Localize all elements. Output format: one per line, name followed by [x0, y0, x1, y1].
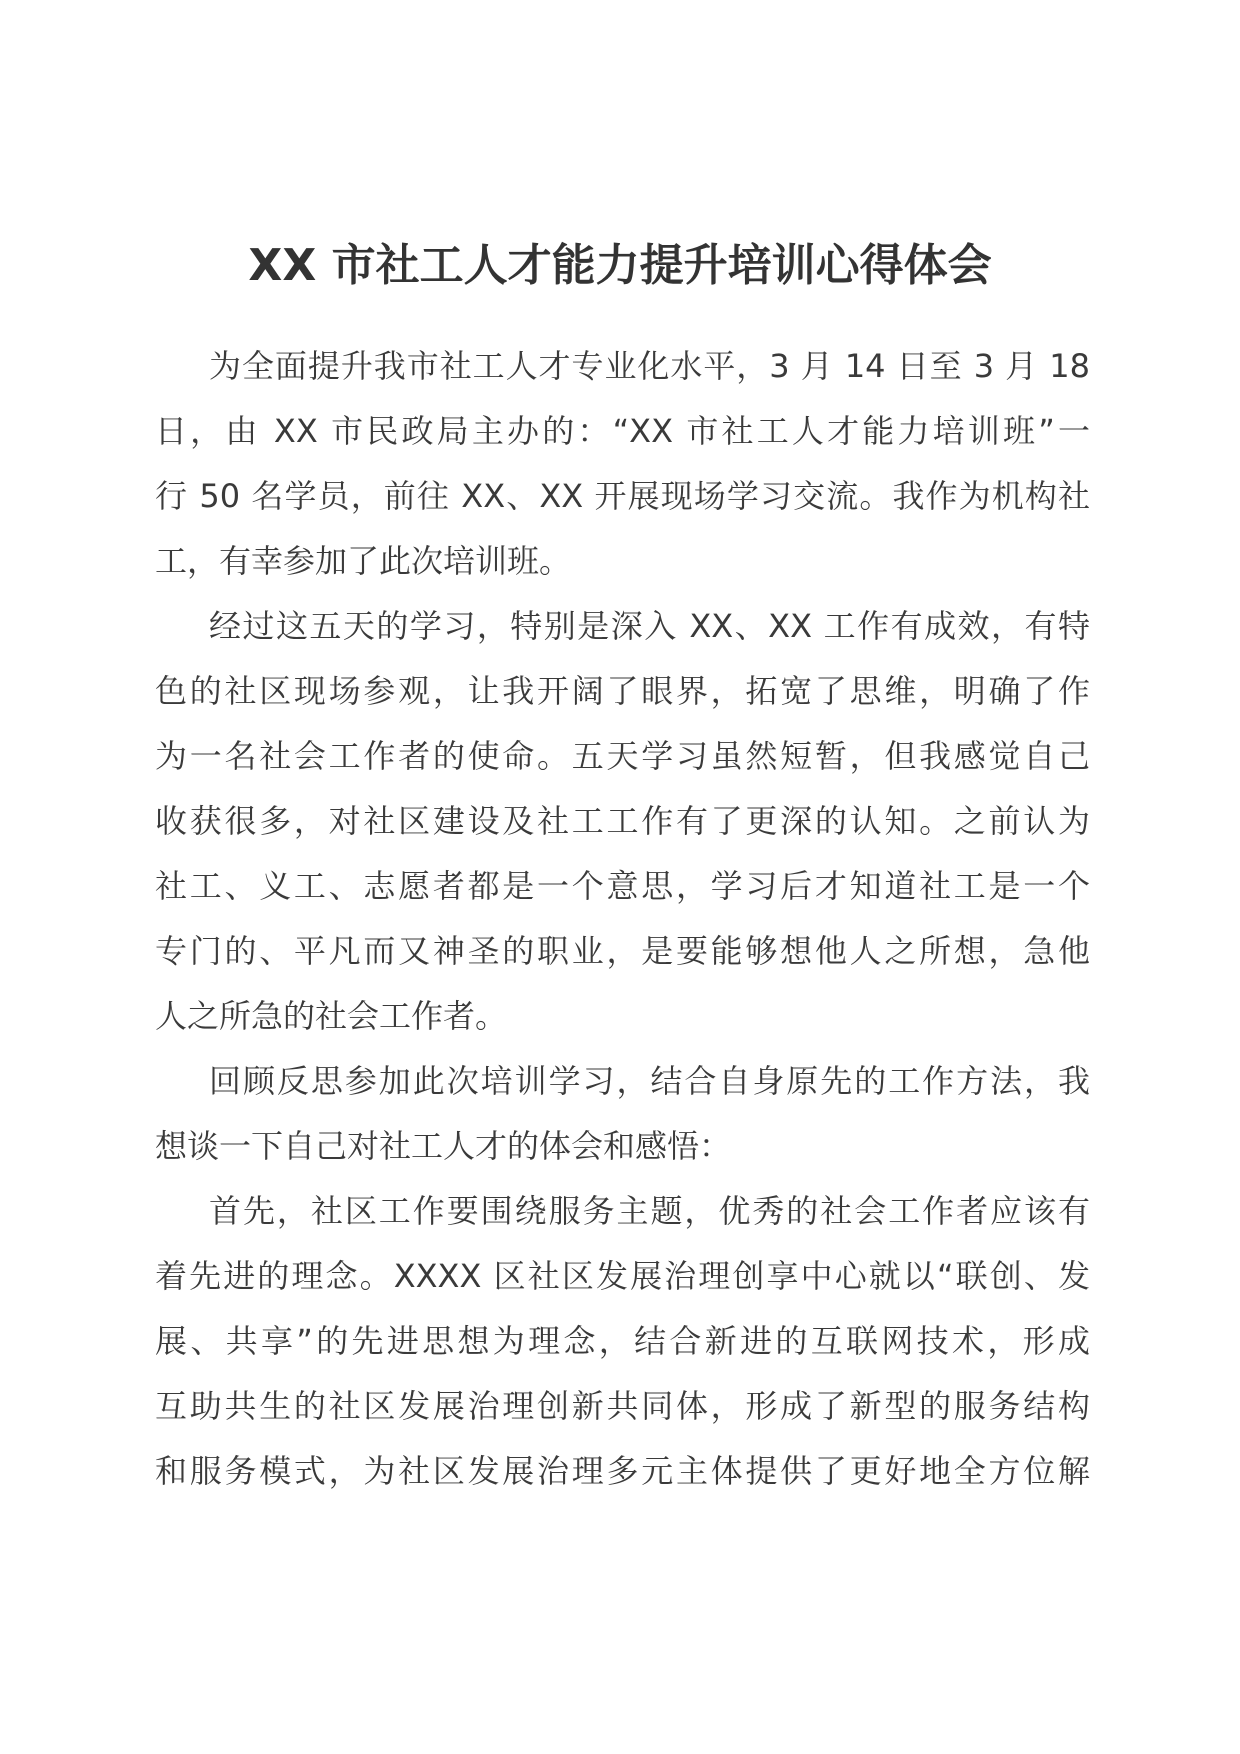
- text-line: 行 50 名学员，前往 XX、XX 开展现场学习交流。我作为机构社: [155, 477, 1090, 515]
- paragraph: [155, 1049, 1090, 1179]
- paragraph: [155, 594, 1090, 1049]
- text-line: 和服务模式，为社区发展治理多元主体提供了更好地全方位解: [155, 1452, 1090, 1490]
- text-line: 着先进的理念。XXXX 区社区发展治理创享中心就以“联创、发: [155, 1257, 1090, 1295]
- text-line: 专门的、平凡而又神圣的职业，是要能够想他人之所想，急他: [155, 932, 1090, 970]
- text-line: 想谈一下自己对社工人才的体会和感悟：: [155, 1127, 732, 1165]
- document-title: XX 市社工人才能力提升培训心得体会: [248, 240, 992, 291]
- text-line: 收获很多，对社区建设及社工工作有了更深的认知。之前认为: [155, 802, 1090, 840]
- text-line: 为全面提升我市社工人才专业化水平，3 月 14 日至 3 月 18: [209, 347, 1090, 385]
- text-line: 为一名社会工作者的使命。五天学习虽然短暂，但我感觉自己: [155, 737, 1090, 775]
- text-line: 日，由 XX 市民政局主办的：“XX 市社工人才能力培训班”一: [155, 412, 1090, 450]
- text-line: 人之所急的社会工作者。: [155, 997, 508, 1035]
- text-line: 色的社区现场参观，让我开阔了眼界，拓宽了思维，明确了作: [155, 672, 1090, 710]
- text-line: 互助共生的社区发展治理创新共同体，形成了新型的服务结构: [155, 1387, 1090, 1425]
- text-line: 展、共享”的先进思想为理念，结合新进的互联网技术，形成: [155, 1322, 1090, 1360]
- text-line: 社工、义工、志愿者都是一个意思，学习后才知道社工是一个: [155, 867, 1090, 905]
- text-line: 工，有幸参加了此次培训班。: [155, 542, 572, 580]
- text-line: 首先，社区工作要围绕服务主题，优秀的社会工作者应该有: [209, 1192, 1090, 1230]
- text-line: 回顾反思参加此次培训学习，结合自身原先的工作方法，我: [209, 1062, 1090, 1100]
- document-body: [155, 334, 1090, 1504]
- paragraph: [155, 1179, 1090, 1504]
- text-line: 经过这五天的学习，特别是深入 XX、XX 工作有成效，有特: [209, 607, 1090, 645]
- paragraph: [155, 334, 1090, 594]
